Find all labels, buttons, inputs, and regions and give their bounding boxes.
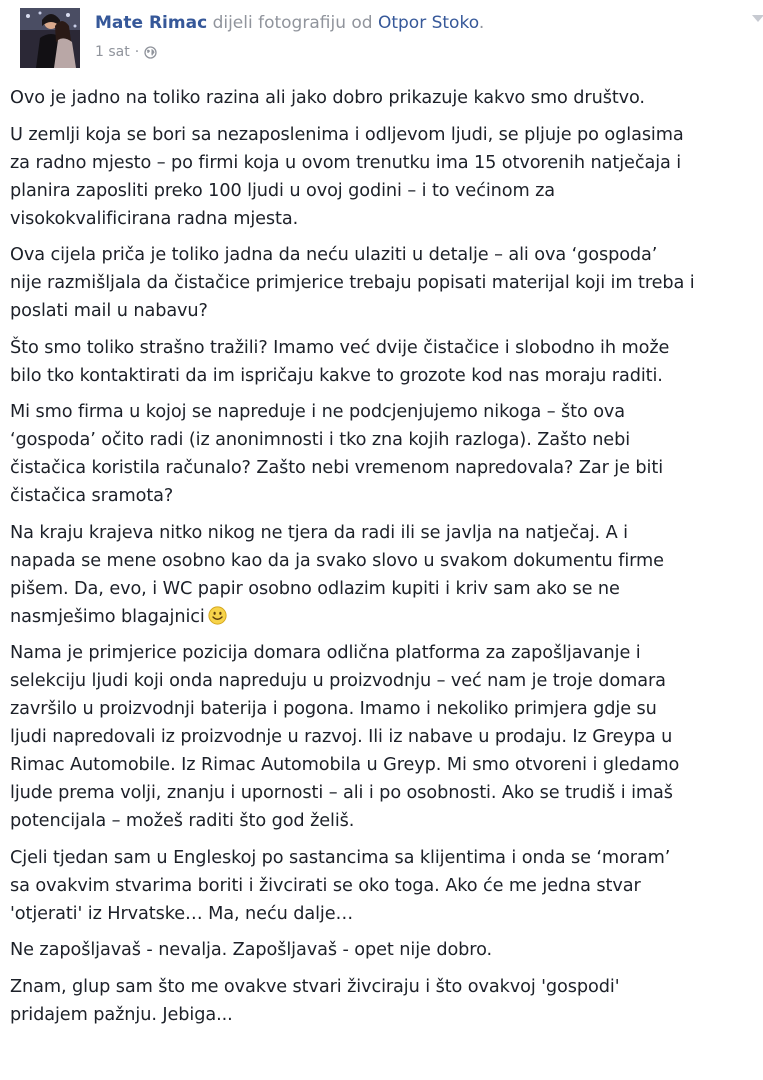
paragraph-line: U zemlji koja se bori sa nezaposlenima i odljevom ljudi, se pljuje po oglasima bbox=[10, 124, 684, 145]
post-paragraph bbox=[10, 519, 755, 631]
paragraph-line bbox=[10, 603, 755, 631]
post-paragraph bbox=[10, 844, 755, 928]
paragraph-line: ‘gospoda’ očito radi (iz anonimnosti i tko zna kojih razloga). Zašto nebi bbox=[10, 430, 631, 450]
post-paragraph bbox=[10, 973, 755, 1029]
paragraph-line: Na kraju krajeva nitko nikog ne tjera da radi ili se javlja na natječaj. A i bbox=[10, 522, 628, 543]
author-name-link[interactable]: Mate Rimac bbox=[95, 13, 208, 33]
paragraph-line: Ne zapošljavaš - nevalja. Zapošljavaš - opet nije dobro. bbox=[10, 940, 493, 960]
paragraph-line: Ovo je jadno na toliko razina ali jako dobro prikazuje kakvo smo društvo. bbox=[10, 88, 645, 108]
post-paragraph bbox=[10, 334, 755, 390]
meta-separator: · bbox=[134, 44, 140, 60]
post-timestamp[interactable]: 1 sat bbox=[95, 44, 130, 60]
paragraph-line: nije razmišljala da čistačice primjerice trebaju popisati materijal koji im treba i bbox=[10, 273, 695, 293]
paragraph-line: pridajem pažnju. Jebiga... bbox=[10, 1004, 233, 1025]
paragraph-line: 'otjerati' iz Hrvatske… Ma, neću dalje… bbox=[10, 903, 354, 924]
post-meta bbox=[95, 44, 157, 60]
shared-photo-text: dijeli fotografiju od bbox=[212, 13, 373, 33]
smiley-icon bbox=[208, 606, 227, 625]
author-line bbox=[95, 13, 484, 33]
paragraph-line: sa ovakvim stvarima boriti i živcirati se oko toga. Ako će me jedna stvar bbox=[10, 875, 641, 896]
paragraph-line: Znam, glup sam što me ovakve stvari živciraju i što ovakvoj 'gospodi' bbox=[10, 976, 620, 997]
paragraph-line: završilo u proizvodnji baterija i pogona. Imamo i nekoliko primjera gdje su bbox=[10, 699, 657, 719]
post-paragraph bbox=[10, 398, 755, 510]
post-header bbox=[10, 0, 763, 80]
paragraph-line: čistačica koristila računalo? Zašto nebi vremenom napredovala? Zar je biti bbox=[10, 458, 664, 478]
chevron-down-icon[interactable] bbox=[750, 10, 763, 22]
post-paragraph bbox=[10, 639, 755, 835]
paragraph-line: planira zaposliti preko 100 ljudi u ovoj godini – i to većinom za bbox=[10, 180, 556, 201]
post-paragraph bbox=[10, 84, 755, 112]
paragraph-line: visokokvalificirana radna mjesta. bbox=[10, 208, 299, 229]
globe-icon[interactable] bbox=[144, 46, 157, 59]
paragraph-line: Nama je primjerice pozicija domara odlična platforma za zapošljavanje i bbox=[10, 643, 641, 663]
paragraph-line: napada se mene osobno kao da ja svako slovo u svakom dokumentu firme bbox=[10, 550, 664, 571]
post-paragraph bbox=[10, 241, 755, 325]
paragraph-line: potencijala – možeš raditi što god želiš. bbox=[10, 811, 355, 831]
paragraph-line: ljude prema volji, znanju i upornosti – ali i po osobnosti. Ako se trudiš i imaš bbox=[10, 783, 673, 803]
paragraph-line: Mi smo firma u kojoj se napreduje i ne podcjenjujemo nikoga – što ova bbox=[10, 402, 626, 422]
paragraph-line: bilo tko kontaktirati da im ispričaju kakve to grozote kod nas moraju raditi. bbox=[10, 365, 663, 386]
paragraph-line: Ova cijela priča je toliko jadna da neću ulaziti u detalje – ali ova ‘gospoda’ bbox=[10, 245, 658, 265]
post-paragraph bbox=[10, 936, 755, 964]
source-page-link[interactable]: Otpor Stoko bbox=[377, 13, 479, 33]
paragraph-line: čistačica sramota? bbox=[10, 486, 174, 506]
avatar[interactable] bbox=[20, 8, 80, 68]
paragraph-line: poslati mail u nabavu? bbox=[10, 301, 208, 321]
paragraph-line: pišem. Da, evo, i WC papir osobno odlazim kupiti i kriv sam ako se ne bbox=[10, 578, 620, 599]
source-page-suffix: . bbox=[478, 13, 485, 33]
post-body bbox=[10, 84, 755, 1037]
paragraph-line: Što smo toliko strašno tražili? Imamo već dvije čistačice i slobodno ih može bbox=[10, 337, 670, 358]
paragraph-line: selekciju ljudi koji onda napreduju u proizvodnju – već nam je troje domara bbox=[10, 671, 666, 691]
paragraph-line: Cjeli tjedan sam u Engleskoj po sastancima sa klijentima i onda se ‘moram’ bbox=[10, 847, 671, 868]
paragraph-line: Rimac Automobile. Iz Rimac Automobila u Greyp. Mi smo otvoreni i gledamo bbox=[10, 755, 680, 775]
paragraph-line-text: nasmješimo blagajnici bbox=[10, 606, 205, 627]
paragraph-line: ljudi napredovali iz proizvodnje u razvoj. Ili iz nabave u prodaju. Iz Greypa u bbox=[10, 727, 673, 747]
post-paragraph bbox=[10, 121, 755, 233]
paragraph-line: za radno mjesto – po firmi koja u ovom trenutku ima 15 otvorenih natječaja i bbox=[10, 152, 682, 173]
